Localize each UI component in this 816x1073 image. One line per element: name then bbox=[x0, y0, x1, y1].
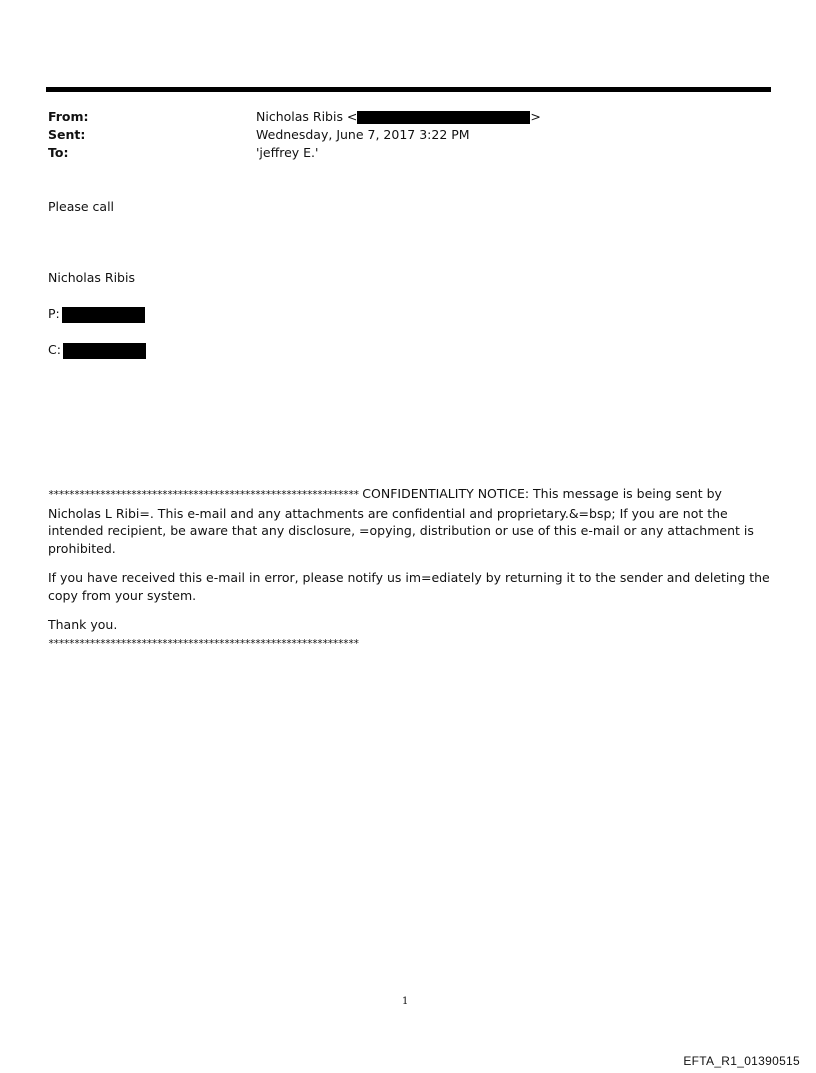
sent-value: Wednesday, June 7, 2017 3:22 PM bbox=[256, 127, 470, 142]
signature-name: Nicholas Ribis bbox=[48, 270, 135, 285]
from-close: > bbox=[530, 109, 541, 124]
page-number: 1 bbox=[402, 996, 409, 1007]
notice-paragraph-2: If you have received this e-mail in error, please notify us im=ediately by returning it to the sender and deleting the copy from your system. bbox=[48, 570, 770, 603]
stars-close: ************************************************************ bbox=[48, 637, 359, 650]
from-value bbox=[256, 108, 541, 125]
stars-open: ************************************************************ bbox=[48, 489, 359, 501]
redacted-phone-block bbox=[62, 307, 145, 323]
notice-closing bbox=[48, 616, 770, 653]
thanks-text: Thank you. bbox=[48, 617, 118, 632]
notice-paragraph-1 bbox=[48, 485, 770, 557]
confidentiality-notice bbox=[48, 485, 770, 653]
redacted-email-block bbox=[357, 111, 530, 124]
redacted-cell-block bbox=[63, 343, 146, 359]
phone-label: P: bbox=[48, 306, 60, 321]
phone-row bbox=[48, 305, 145, 323]
cell-row bbox=[48, 341, 146, 359]
header-rule bbox=[46, 87, 771, 92]
document-id: EFTA_R1_01390515 bbox=[683, 1054, 800, 1068]
sent-label: Sent: bbox=[48, 127, 86, 142]
to-label: To: bbox=[48, 145, 69, 160]
greeting: Please call bbox=[48, 199, 115, 214]
to-value: 'jeffrey E.' bbox=[256, 145, 319, 160]
from-name: Nicholas Ribis < bbox=[256, 109, 358, 124]
cell-label: C: bbox=[48, 342, 61, 357]
from-label: From: bbox=[48, 109, 89, 124]
notice-text: CONFIDENTIALITY NOTICE: This message is being sent by Nicholas L Ribi=. This e-mail and any attachments are confidential and proprietary.&=bsp; If you are not the intended recipient, be aware that any disclosure, =opying, distribution or use of this e-mail or any attachment is prohibited. bbox=[48, 486, 754, 556]
